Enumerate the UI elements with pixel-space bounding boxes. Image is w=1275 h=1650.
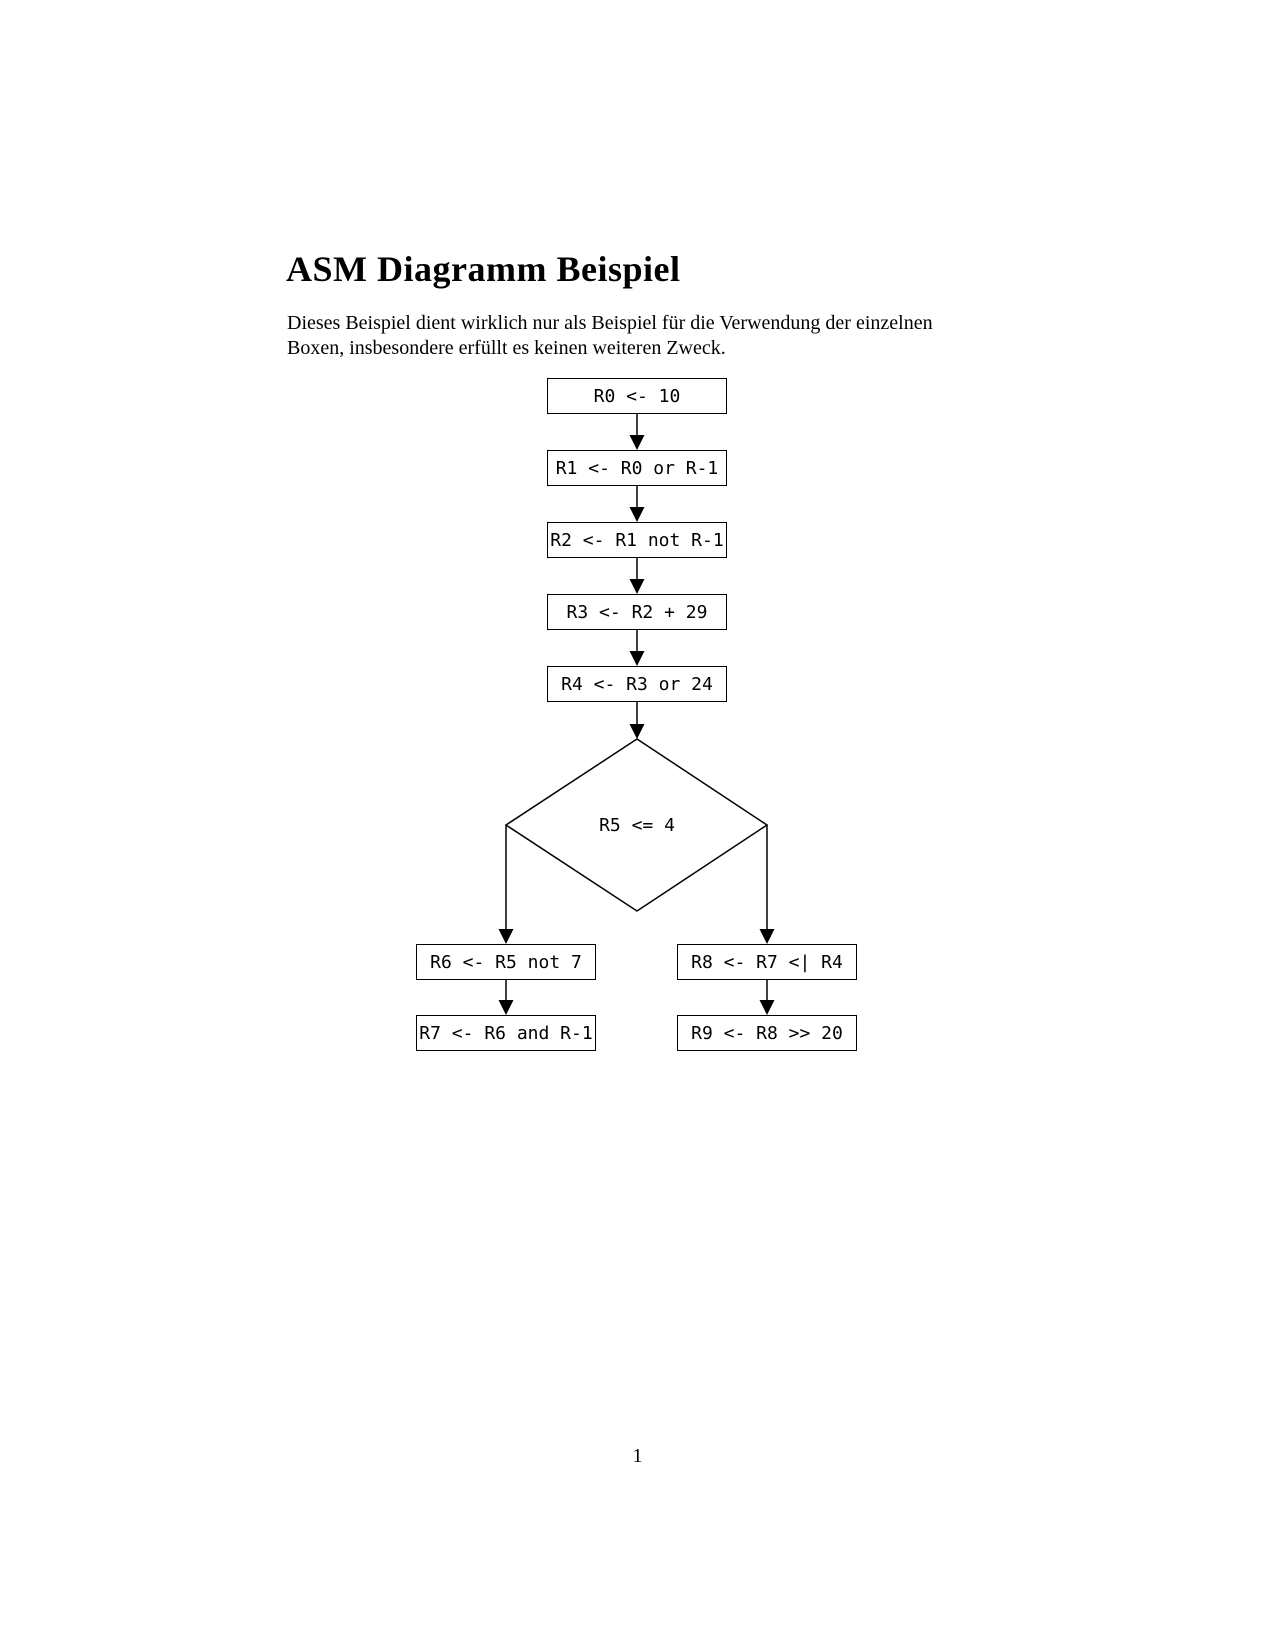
document-title: ASM Diagramm Beispiel (286, 249, 681, 289)
arrowhead-decision-left (499, 929, 514, 944)
flow-box-r0: R0 <- 10 (547, 378, 727, 414)
paragraph-line-2: Boxen, insbesondere erfüllt es keinen weiteren Zweck. (287, 337, 726, 359)
arrowhead-r3-r4 (630, 651, 645, 666)
arrowhead-r1-r2 (630, 507, 645, 522)
flow-box-r1: R1 <- R0 or R-1 (547, 450, 727, 486)
arrowhead-decision-right (760, 929, 775, 944)
flow-box-r8: R8 <- R7 <| R4 (677, 944, 857, 980)
flow-box-r3: R3 <- R2 + 29 (547, 594, 727, 630)
flow-box-r4: R4 <- R3 or 24 (547, 666, 727, 702)
flow-box-r7: R7 <- R6 and R-1 (416, 1015, 596, 1051)
flow-box-r2: R2 <- R1 not R-1 (547, 522, 727, 558)
arrowhead-r2-r3 (630, 579, 645, 594)
decision-diamond-label: R5 <= 4 (599, 814, 675, 836)
flow-box-r9: R9 <- R8 >> 20 (677, 1015, 857, 1051)
paragraph-line-1: Dieses Beispiel dient wirklich nur als Beispiel für die Verwendung der einzelnen (287, 312, 933, 334)
page-number: 1 (632, 1445, 643, 1467)
arrowhead-r6-r7 (499, 1000, 514, 1015)
flow-box-r6: R6 <- R5 not 7 (416, 944, 596, 980)
arrowhead-r8-r9 (760, 1000, 775, 1015)
arrowhead-r0-r1 (630, 435, 645, 450)
arrowhead-r4-decision (630, 724, 645, 739)
